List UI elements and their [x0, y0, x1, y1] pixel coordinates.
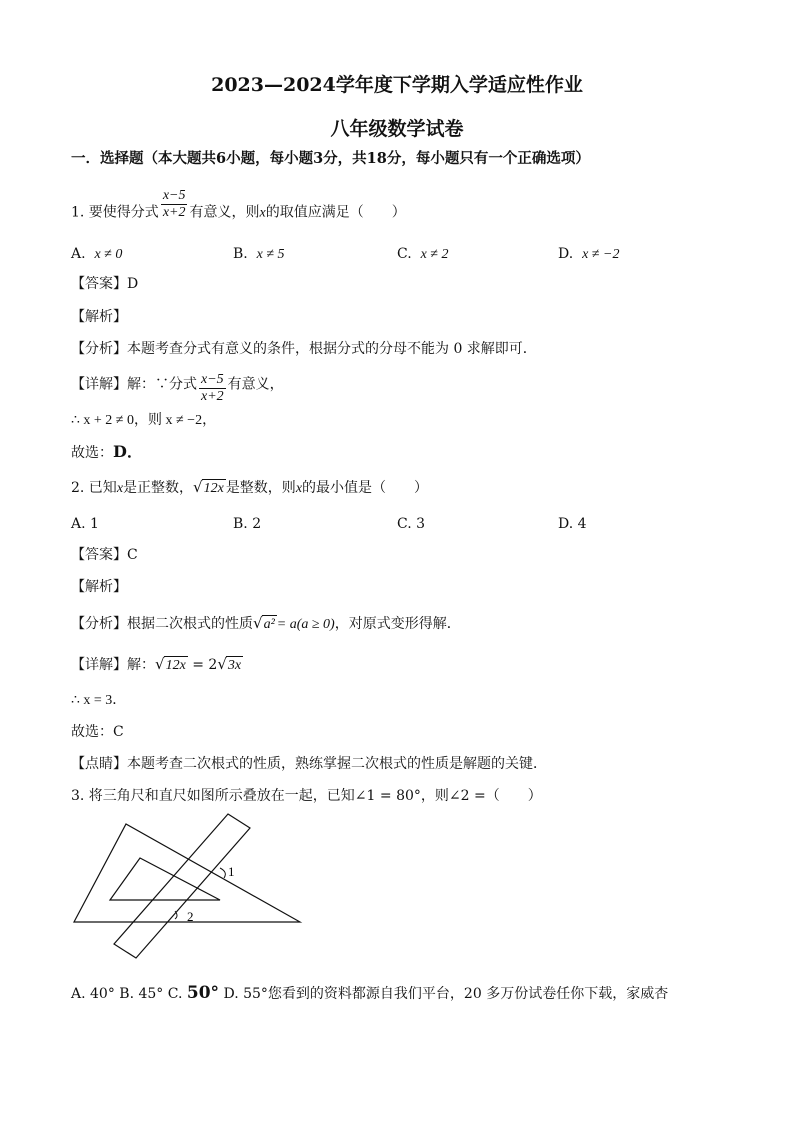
q2-detail-text-a: 解：: [127, 657, 155, 673]
q2-fenxi-formula: = a(a ≥ 0): [276, 617, 335, 632]
q1-detail-frac-numerator: x−5: [201, 372, 224, 387]
q2-option-d-letter: D.: [558, 516, 574, 532]
document-subtitle: 八年级数学试卷: [330, 118, 464, 140]
q1-option-b-text: x ≠ 5: [256, 247, 285, 262]
angle-1-arc: [220, 868, 225, 878]
q1-fenxi: [71, 340, 537, 358]
q3-options: [71, 984, 668, 1003]
q1-suffix-a: 有意义，则: [189, 204, 260, 221]
q1-frac-numerator: x−5: [162, 188, 186, 203]
q1-detail: [71, 368, 284, 404]
question-1-stem: [71, 188, 406, 229]
section-heading: 一．选择题（本大题共6小题，每小题3分，共18分，每小题只有一个正确选项）: [71, 150, 590, 167]
q2-option-a-text: 1: [90, 516, 99, 532]
q2-step: ∴ x = 3．: [71, 693, 127, 708]
q2-fenxi-radicand: a²: [263, 617, 275, 632]
q2-suffix: 的最小值是（ ）: [302, 480, 429, 496]
q2-detail-radical-icon: √: [155, 655, 165, 673]
q2-option-c-letter: C.: [397, 516, 412, 532]
q2-detail-radicand: 12x: [165, 658, 186, 673]
q1-answer: [71, 275, 138, 293]
q2-fenxi-tag: 【分析】: [71, 616, 127, 632]
q2-option-a-letter: A.: [71, 516, 86, 532]
q2-fenxi: [71, 614, 461, 634]
q2-dianjing-text: 本题考查二次根式的性质，熟练掌握二次根式的性质是解题的关键．: [127, 756, 547, 772]
q1-option-a-letter: A.: [71, 246, 86, 262]
q2-fenxi-radical-icon: √: [253, 614, 263, 632]
q1-frac-denominator: x+2: [162, 205, 186, 220]
q2-mid-b: 是整数，则: [225, 480, 296, 496]
q2-detail-eq: = 2: [192, 657, 218, 673]
ruler: [114, 814, 250, 958]
q2-radical-icon: √: [193, 478, 203, 496]
q1-fenxi-text: 本题考查分式有意义的条件，根据分式的分母不能为 0 求解即可．: [127, 341, 537, 357]
q1-detail-text-a: 解：∵分式: [127, 376, 197, 393]
q2-option-c-text: 3: [416, 516, 426, 532]
q2-answer: [71, 546, 138, 564]
q3-option-c-value: 50°: [186, 983, 220, 1003]
angle-2-label: 2: [187, 909, 194, 924]
q2-detail-radicand-2: 3x: [227, 658, 242, 673]
q2-fenxi-text-b: ，对原式变形得解．: [334, 616, 461, 632]
q2-choose: 故选：C: [71, 724, 124, 740]
triangle-ruler-figure: [68, 812, 308, 962]
q1-prefix: 1. 要使得分式: [71, 204, 159, 221]
q1-analysis-tag: 【解析】: [71, 309, 127, 325]
q2-fenxi-text-a: 根据二次根式的性质: [127, 616, 253, 632]
q2-option-d-text: 4: [577, 516, 587, 532]
q1-option-b[interactable]: [233, 245, 285, 264]
q2-mid-a: 是正整数，: [123, 480, 194, 496]
q1-option-c[interactable]: [397, 245, 448, 264]
q2-var-2: x: [295, 481, 303, 496]
q1-choose-value: D．: [113, 442, 143, 461]
q1-option-a-text: x ≠ 0: [94, 247, 123, 262]
question-2-stem: [71, 478, 428, 498]
q2-dianjing: [71, 755, 547, 773]
question-3-stem: 3. 将三角尺和直尺如图所示叠放在一起，已知∠1 = 80°，则∠2 =（ ）: [71, 788, 542, 804]
q2-detail: [71, 655, 243, 675]
q2-detail-tag: 【详解】: [71, 657, 127, 673]
q1-suffix-b: 的取值应满足（ ）: [265, 204, 406, 221]
q1-option-a[interactable]: [71, 245, 122, 264]
q3-options-b: D. 55°您看到的资料都源自我们平台，20 多万份试卷任你下载，家威杏: [223, 986, 669, 1002]
q2-option-b-text: 2: [252, 516, 262, 532]
q2-option-c[interactable]: [397, 515, 425, 533]
q1-fraction: [161, 188, 188, 221]
q2-var: x: [116, 481, 124, 496]
q1-detail-frac-denominator: x+2: [201, 389, 224, 404]
q2-answer-tag: 【答案】: [71, 547, 127, 563]
q1-option-d[interactable]: [558, 245, 619, 264]
q1-step: ∴ x + 2 ≠ 0，则 x ≠ −2，: [71, 413, 217, 428]
q2-answer-value: C: [127, 547, 138, 563]
q2-prefix: 2. 已知: [71, 480, 117, 496]
q1-detail-text-b: 有意义，: [227, 376, 284, 393]
angle-1-label: 1: [228, 864, 235, 879]
document-title: 2023—2024学年度下学期入学适应性作业: [211, 74, 583, 96]
q1-answer-tag: 【答案】: [71, 276, 127, 292]
q1-choose: [71, 443, 143, 462]
q1-choose-prefix: 故选：: [71, 445, 113, 461]
q2-option-b[interactable]: [233, 515, 261, 533]
q1-option-d-letter: D.: [558, 246, 574, 262]
q1-var: x: [259, 205, 266, 221]
q1-option-b-letter: B.: [233, 246, 248, 262]
q2-dianjing-tag: 【点睛】: [71, 756, 127, 772]
q2-detail-radical-icon-2: √: [217, 655, 227, 673]
q1-option-d-text: x ≠ −2: [582, 247, 620, 262]
q2-radicand: 12x: [203, 481, 224, 496]
q1-detail-tag: 【详解】: [71, 376, 127, 393]
q1-option-c-text: x ≠ 2: [420, 247, 449, 262]
q1-option-c-letter: C.: [397, 246, 412, 262]
q1-answer-value: D: [127, 276, 139, 292]
q2-option-d[interactable]: [558, 515, 587, 533]
q1-detail-fraction: [199, 372, 226, 405]
q2-analysis-tag: 【解析】: [71, 579, 127, 595]
q2-option-a[interactable]: [71, 515, 99, 533]
q3-options-a: A. 40° B. 45° C.: [71, 986, 183, 1002]
q2-option-b-letter: B.: [233, 516, 248, 532]
q1-fenxi-tag: 【分析】: [71, 341, 127, 357]
